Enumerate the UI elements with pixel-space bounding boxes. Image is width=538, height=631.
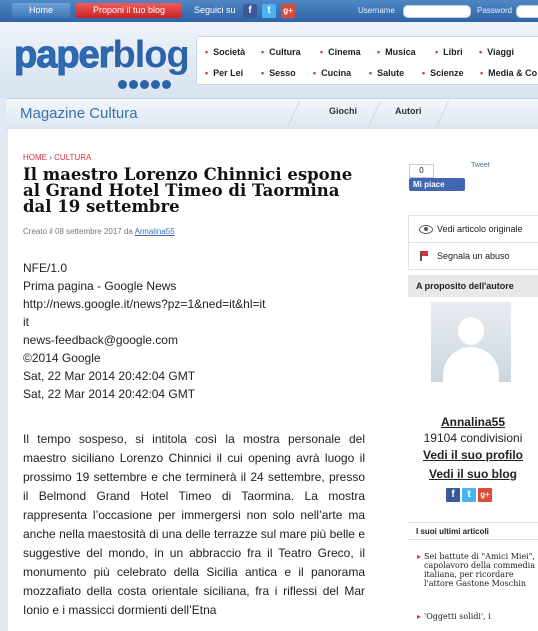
facebook-like-button[interactable] [409, 178, 465, 191]
top-bar [0, 0, 538, 22]
latest-article-item[interactable]: ▸ Sei battute di "Amici Miei", capolavoro della commedia italiana, per ricordare l'attore Gastone Moschin [418, 552, 538, 588]
article-meta [23, 227, 175, 236]
twitter-icon[interactable]: t [262, 4, 276, 18]
view-blog-link[interactable]: Vedi il suo blog [428, 467, 517, 481]
category-libri[interactable]: • Libri [435, 47, 463, 57]
breadcrumb [23, 153, 91, 162]
password-label: Password [477, 6, 513, 15]
article-actions [408, 215, 538, 270]
view-original-link[interactable] [409, 216, 538, 243]
tab-divider [368, 101, 381, 127]
article-title: Il maestro Lorenzo Chinnici espone al Grand Hotel Timeo di Taormina dal 19 settembre [23, 165, 353, 216]
author-facebook-icon[interactable]: f [446, 488, 460, 502]
flag-icon [420, 251, 422, 261]
section-bar [6, 98, 538, 130]
view-profile-link[interactable]: Vedi il suo profilo [422, 448, 523, 462]
tab-divider [436, 101, 449, 127]
report-abuse-label: Segnala un abuso [437, 251, 510, 261]
feed-block [23, 259, 363, 403]
avatar-head [458, 317, 484, 345]
propose-blog-button[interactable]: Proponi il tuo blog [76, 3, 182, 18]
feed-line: http://news.google.it/news?pz=1&ned=it&hl=it [23, 297, 266, 311]
logo-text-blog: blog [112, 34, 189, 76]
created-date: Creato il 08 settembre 2017 da [23, 227, 133, 236]
follow-label: Seguici su [194, 5, 236, 15]
category-viaggi[interactable]: • Viaggi [479, 47, 514, 57]
category-sesso[interactable]: • Sesso [261, 68, 296, 78]
feed-line: news-feedback@google.com [23, 333, 178, 347]
avatar[interactable] [431, 302, 511, 382]
category-nav [196, 36, 538, 85]
eye-icon [419, 225, 433, 234]
category-per-lei[interactable]: • Per Lei [205, 68, 243, 78]
section-title[interactable]: Magazine Cultura [20, 105, 138, 122]
article-body: Il tempo sospeso, si intitola così la mostra personale del maestro siciliano Lorenzo Chinnici il cui opening avrà luogo il prossimo 19 settembre e che terminerà il 24 settembre, presso il Belmond Grand Hotel Timeo di Taormina. La mostra rappresenta l’occasione per immergersi non solo nell’arte ma anche nella maestosità di una delle terrazze sul mare più belle e suggestive del mondo, in un abbraccio fra il Teatro Greco, il monumento più celebrato della Sicilia antica e il panorama mozzafiato della costa orientale siciliana, fra i riflessi del Mar Ionio e i massicci dormienti dell’Etna [23, 432, 365, 617]
category-musica[interactable]: • Musica [377, 47, 416, 57]
avatar-body [443, 347, 499, 382]
site-header [0, 22, 538, 98]
tab-divider [287, 101, 300, 127]
tab-autori[interactable]: Autori [395, 106, 422, 116]
category-cultura[interactable]: • Cultura [261, 47, 301, 57]
home-button[interactable]: Home [12, 3, 70, 18]
category-salute[interactable]: • Salute [369, 68, 404, 78]
feed-line: Prima pagina - Google News [23, 279, 177, 293]
about-author-header: A proposito dell'autore [408, 275, 538, 297]
google-plus-icon[interactable]: g+ [281, 4, 295, 18]
username-input[interactable] [403, 5, 471, 18]
category-cinema[interactable]: • Cinema [320, 47, 361, 57]
author-link[interactable]: Annalina55 [134, 227, 175, 236]
like-count: 0 [409, 164, 434, 178]
logo-text-paper: paper [14, 34, 113, 76]
username-label: Username [358, 6, 395, 15]
paperblog-logo[interactable] [14, 35, 189, 75]
logo-dots [118, 76, 173, 94]
breadcrumb-cultura[interactable]: CULTURA [54, 153, 92, 162]
category-scienze[interactable]: • Scienze [422, 68, 464, 78]
category-societa[interactable]: • Società [205, 47, 245, 57]
latest-article-item[interactable]: ▸ 'Oggetti solidi', i [418, 612, 538, 621]
category-cucina[interactable]: • Cucina [313, 68, 351, 78]
password-input[interactable] [516, 5, 538, 18]
latest-articles-header: I suoi ultimi articoli [408, 522, 538, 540]
feed-line: NFE/1.0 [23, 261, 68, 275]
feed-line: it [23, 315, 29, 329]
like-label: Mi piace [413, 180, 445, 189]
category-media[interactable]: • Media & Co [480, 68, 537, 78]
author-name-link[interactable]: Annalina55 [440, 415, 506, 429]
tweet-button[interactable]: Tweet [471, 162, 490, 169]
feed-line: Sat, 22 Mar 2014 20:42:04 GMT [23, 387, 196, 401]
breadcrumb-separator: › [49, 153, 52, 162]
view-original-label: Vedi articolo originale [437, 224, 523, 234]
author-shares: 19104 condivisioni [423, 431, 523, 445]
tab-giochi[interactable]: Giochi [329, 106, 358, 116]
author-google-plus-icon[interactable]: g+ [478, 488, 492, 502]
breadcrumb-home[interactable]: HOME [23, 153, 47, 162]
author-twitter-icon[interactable]: t [462, 488, 476, 502]
facebook-icon[interactable]: f [243, 4, 257, 18]
feed-line: Sat, 22 Mar 2014 20:42:04 GMT [23, 369, 196, 383]
feed-line: ©2014 Google [23, 351, 101, 365]
report-abuse-link[interactable] [409, 243, 538, 269]
